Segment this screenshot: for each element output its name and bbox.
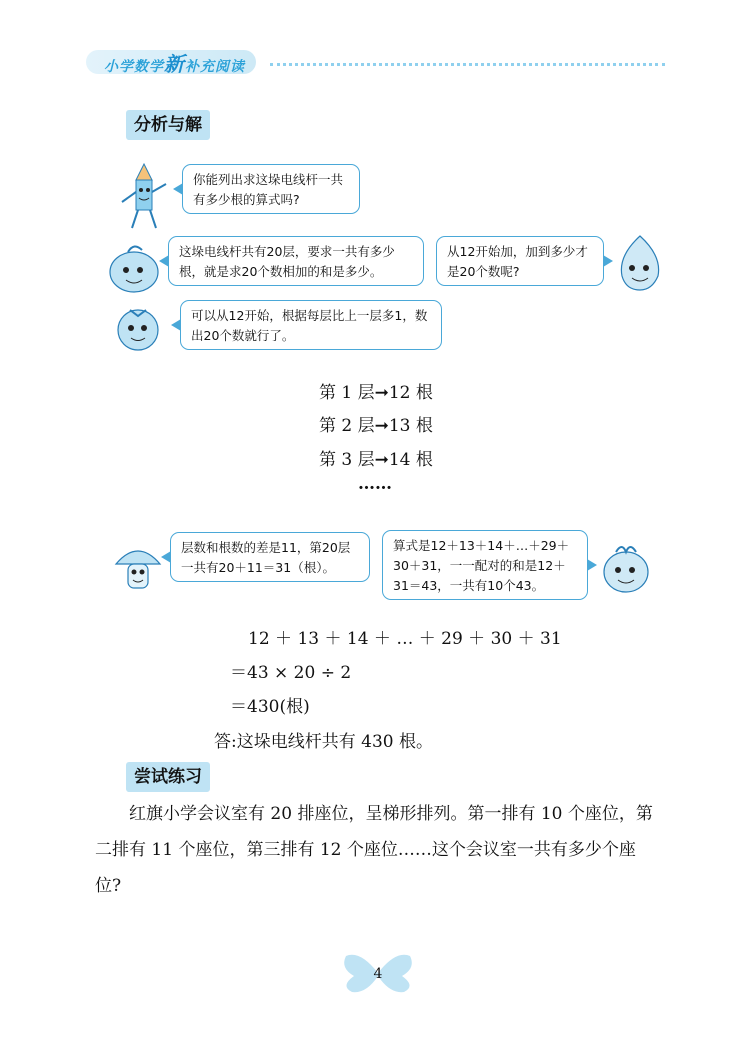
page-number: 4 <box>373 966 383 982</box>
pencil-character-icon <box>118 162 170 232</box>
vegetable-character-icon <box>598 540 654 596</box>
section-label-analysis: 分析与解 <box>126 110 210 140</box>
section-label-practice: 尝试练习 <box>126 762 210 792</box>
fruit-character-icon <box>106 240 162 296</box>
layer-line-2: 第 2 层➞13 根 <box>319 416 433 436</box>
layer-line-3: 第 3 层➞14 根 <box>319 450 433 470</box>
mushroom-character-icon <box>110 538 166 598</box>
speech-bubble-explanation: 这垛电线杆共有20层，要求一共有多少根，就是求20个数相加的和是多少。 <box>168 236 424 286</box>
bubble-tail <box>173 183 183 195</box>
tomato-character-icon <box>112 302 164 354</box>
header-title-new: 新 <box>164 52 185 76</box>
calc-line-2: ＝43 × 20 ÷ 2 <box>230 663 352 683</box>
bubble-tail <box>171 319 181 331</box>
header-dotted-rule <box>270 63 665 66</box>
answer-text: 答:这垛电线杆共有 430 根。 <box>214 732 433 752</box>
bubble-tail <box>161 551 171 563</box>
layer-line-1: 第 1 层➞12 根 <box>319 383 433 403</box>
speech-bubble-hint: 可以从12开始，根据每层比上一层多1，数出20个数就行了。 <box>180 300 442 350</box>
speech-bubble-formula: 算式是12＋13＋14＋…＋29＋30＋31，一一配对的和是12＋31＝43，一共有10个43。 <box>382 530 588 600</box>
practice-paragraph: 红旗小学会议室有 20 排座位，呈梯形排列。第一排有 10 个座位，第二排有 11 个座位，第三排有 12 个座位……这个会议室一共有多少个座位? <box>95 804 653 896</box>
header-title: 小学数学新补充阅读 <box>104 52 245 76</box>
calc-line-3: ＝430(根) <box>230 697 310 717</box>
speech-bubble-count-question: 从12开始加，加到多少才是20个数呢? <box>436 236 604 286</box>
calc-line-1: 12 ＋ 13 ＋ 14 ＋ … ＋ 29 ＋ 30 ＋ 31 <box>248 629 562 649</box>
bubble-tail <box>587 559 597 571</box>
ellipsis: …… <box>358 474 392 494</box>
bubble-tail <box>159 255 169 267</box>
speech-bubble-difference: 层数和根数的差是11，第20层一共有20＋11＝31（根）。 <box>170 532 370 582</box>
onion-character-icon <box>612 232 668 294</box>
speech-bubble-question: 你能列出求这垛电线杆一共有多少根的算式吗? <box>182 164 360 214</box>
